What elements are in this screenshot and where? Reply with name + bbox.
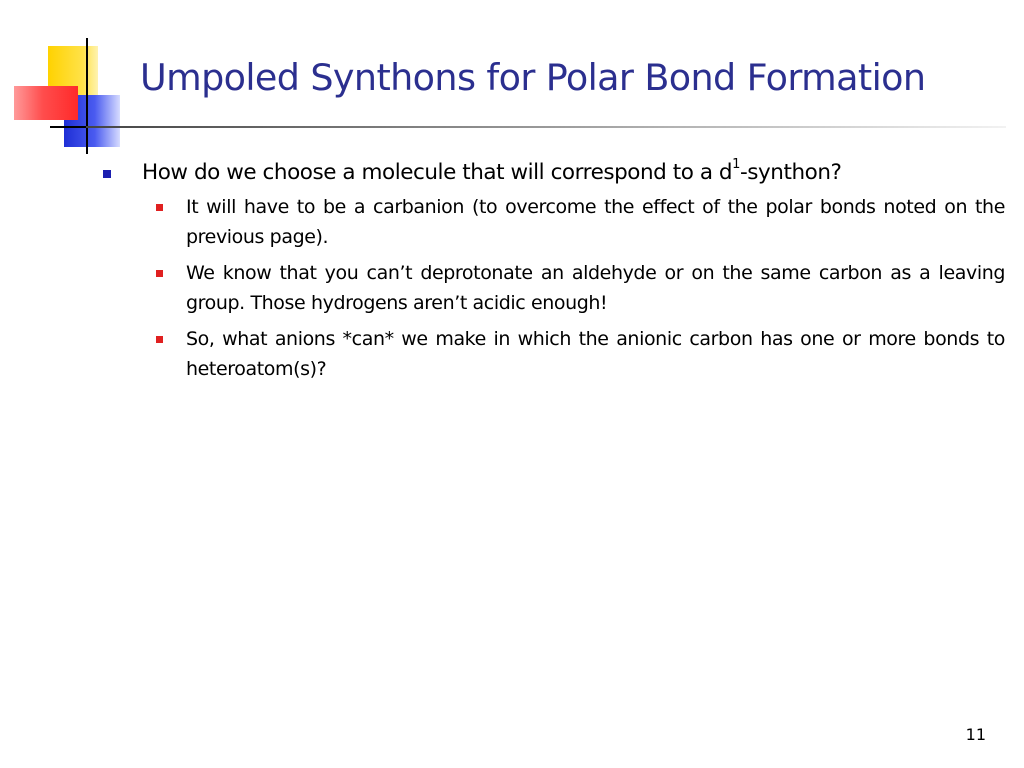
bullet-level1 xyxy=(100,156,1005,190)
slide-title: Umpoled Synthons for Polar Bond Formation xyxy=(140,56,926,99)
sub-bullet-item xyxy=(100,192,1005,252)
bullet-text-before: How do we choose a molecule that will correspond to a d xyxy=(142,160,733,185)
title-underline xyxy=(86,126,1006,128)
square-bullet-icon xyxy=(156,270,163,277)
slide-content xyxy=(100,156,1005,390)
decorative-logo xyxy=(0,0,140,160)
sub-bullet-text: So, what anions *can* we make in which the anionic carbon has one or more bonds to heteroatom(s)? xyxy=(186,328,1005,380)
sub-bullet-text: It will have to be a carbanion (to overcome the effect of the polar bonds noted on the previous page). xyxy=(186,196,1005,248)
sub-bullet-list xyxy=(100,192,1005,384)
sub-bullet-text: We know that you can’t deprotonate an aldehyde or on the same carbon as a leaving group. Those hydrogens aren’t acidic enough! xyxy=(186,262,1005,314)
square-bullet-icon xyxy=(156,336,163,343)
page-number: 11 xyxy=(965,725,986,744)
bullet-superscript: 1 xyxy=(732,156,740,172)
bullet-text-after: -synthon? xyxy=(739,160,842,185)
sub-bullet-item xyxy=(100,258,1005,318)
square-bullet-icon xyxy=(103,170,111,178)
red-square xyxy=(14,86,78,120)
vertical-rule xyxy=(86,38,88,154)
sub-bullet-item xyxy=(100,324,1005,384)
square-bullet-icon xyxy=(156,204,163,211)
